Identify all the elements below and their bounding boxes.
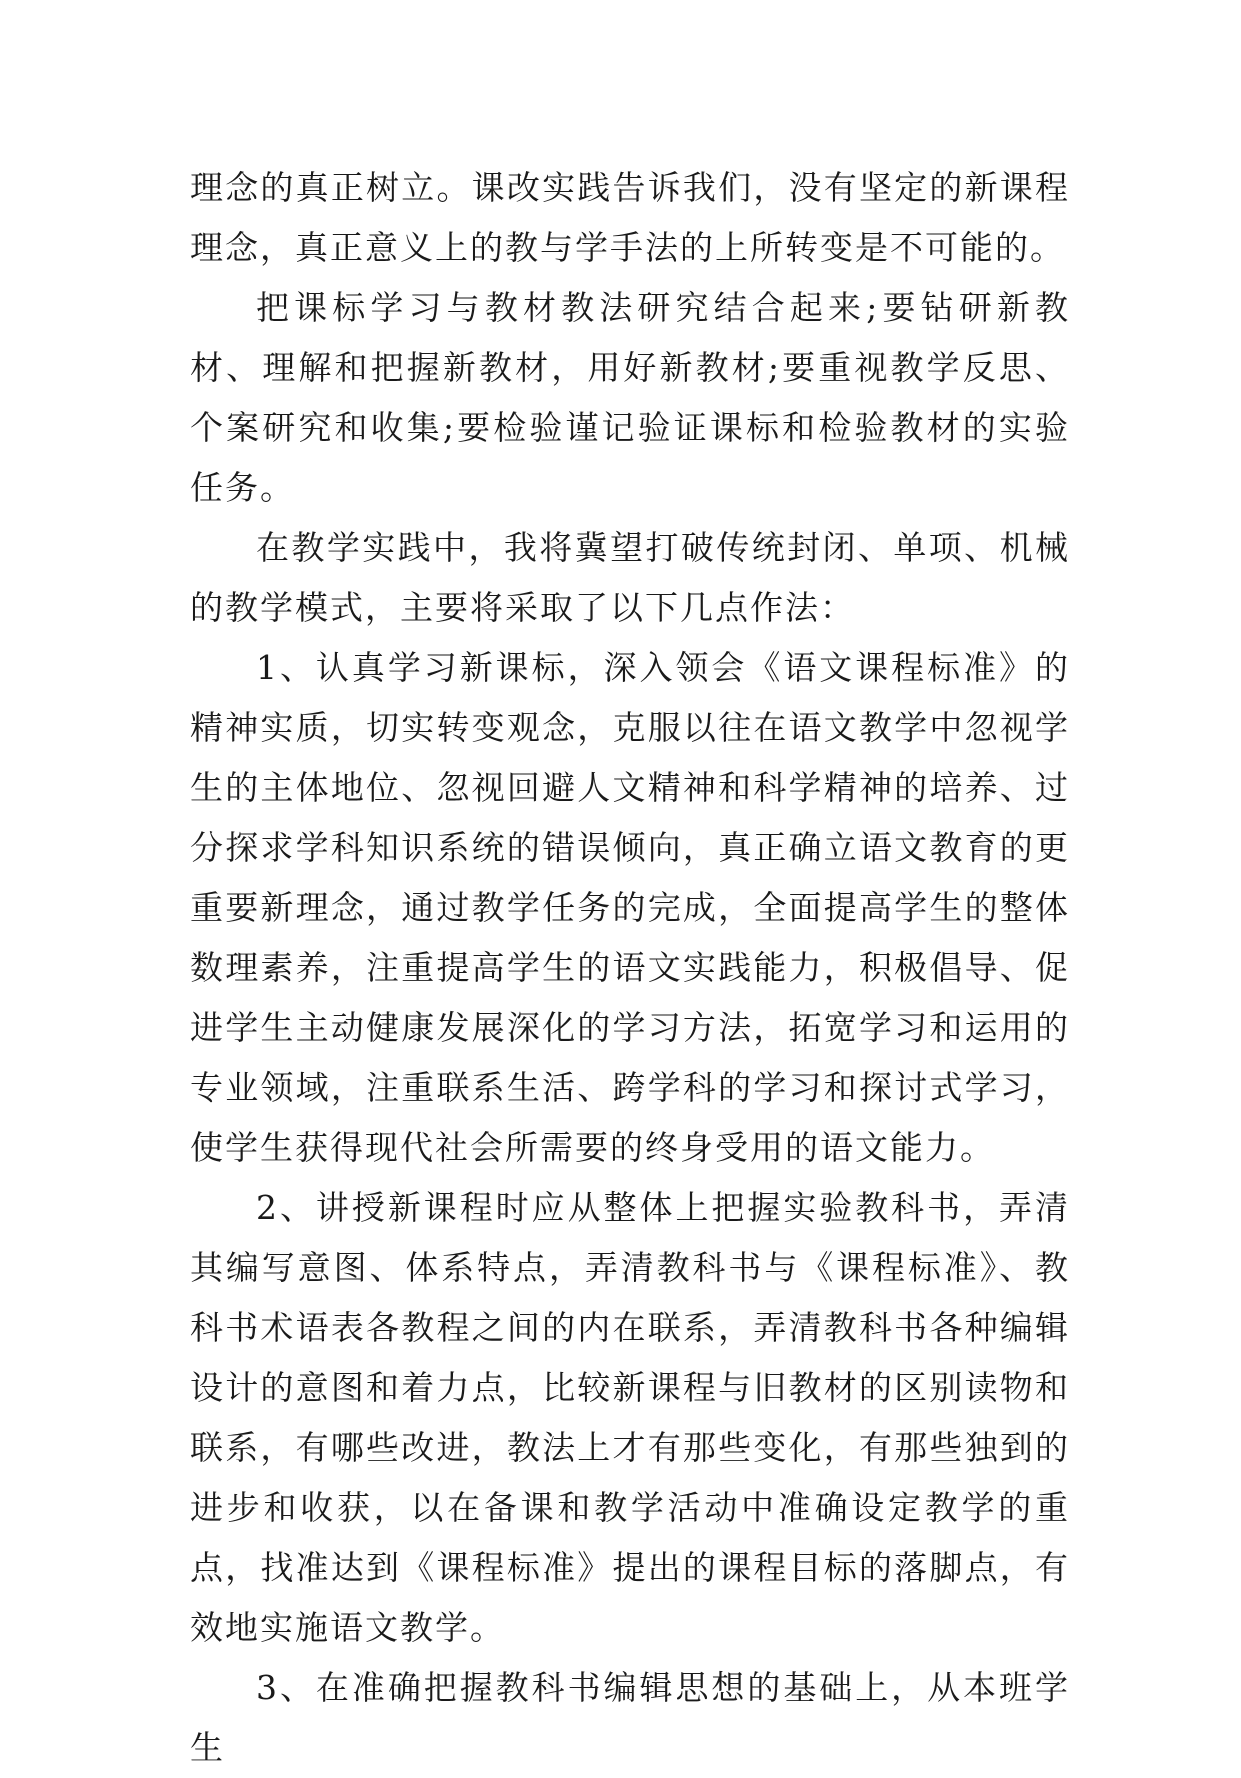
paragraph-continuation: 理念的真正树立。课改实践告诉我们，没有坚定的新课程理念，真正意义上的教与学手法的上所转变是不可能的。 — [190, 168, 1070, 267]
paragraph-teaching-practice: 在教学实践中，我将冀望打破传统封闭、单项、机械的教学模式，主要将采取了以下几点作法： — [190, 528, 1070, 627]
paragraph-point-3: 3、在准确把握教科书编辑思想的基础上，从本班学生 — [190, 1668, 1070, 1767]
paragraph-point-1: 1、认真学习新课标，深入领会《语文课程标准》的精神实质，切实转变观念，克服以往在语文教学中忽视学生的主体地位、忽视回避人文精神和科学精神的培养、过分探求学科知识系统的错误倾向，真正确立语文教育的更重要新理念，通过教学任务的完成，全面提高学生的整体数理素养，注重提高学生的语文实践能力，积极倡导、促进学生主动健康发展深化的学习方法，拓宽学习和运用的专业领域，注重联系生活、跨学科的学习和探讨式学习，使学生获得现代社会所需要的终身受用的语文能力。 — [190, 648, 1070, 1167]
paragraph-point-2: 2、讲授新课程时应从整体上把握实验教科书，弄清其编写意图、体系特点，弄清教科书与《课程标准》、教科书术语表各教程之间的内在联系，弄清教科书各种编辑设计的意图和着力点，比较新课程与旧教材的区别读物和联系，有哪些改进，教法上才有那些变化，有那些独到的进步和收获，以在备课和教学活动中准确设定教学的重点，找准达到《课程标准》提出的课程目标的落脚点，有效地实施语文教学。 — [190, 1188, 1070, 1647]
document-body — [190, 158, 1070, 1778]
paragraph-curriculum-study: 把课标学习与教材教法研究结合起来;要钻研新教材、理解和把握新教材，用好新教材;要重视教学反思、个案研究和收集;要检验谨记验证课标和检验教材的实验任务。 — [190, 288, 1070, 507]
